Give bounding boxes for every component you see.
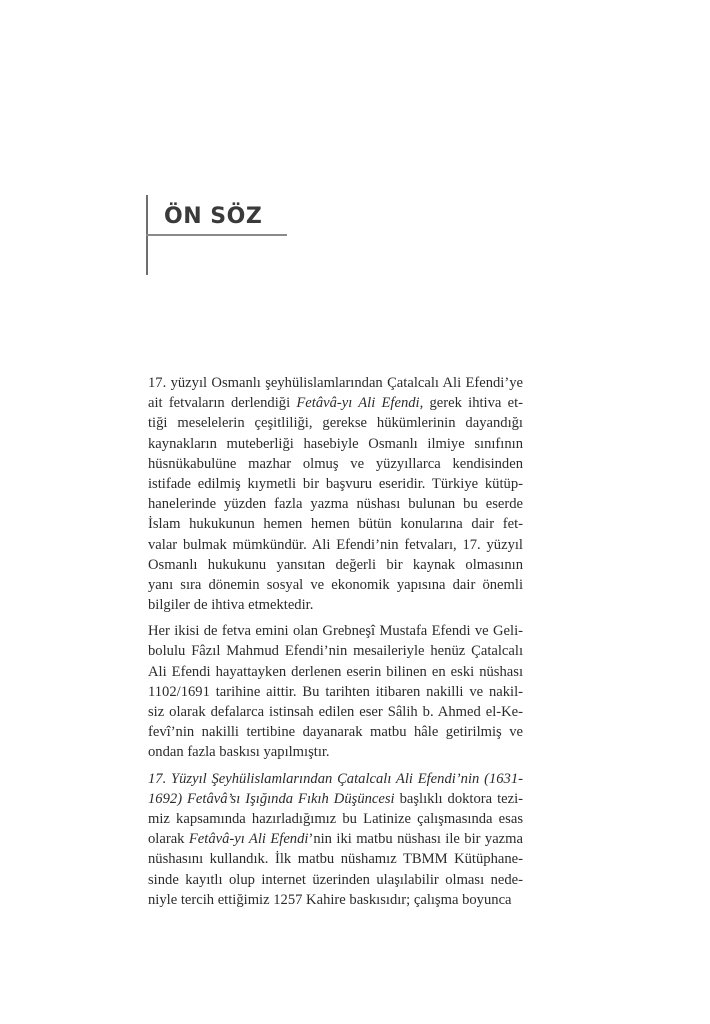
paragraph — [148, 373, 523, 615]
text-segment: başlıklı doktora tezi- — [394, 790, 523, 807]
paragraph — [148, 621, 523, 762]
text-segment: Her ikisi de fetva emini olan Grebneşî Mustafa Efendi ve Geli- — [148, 623, 523, 640]
text-line — [148, 494, 523, 514]
text-line — [148, 870, 523, 890]
text-segment: ondan fazla baskısı yapılmıştır. — [148, 744, 330, 761]
text-segment: olarak — [148, 831, 189, 848]
text-segment: 1102/1691 tarihine aittir. Bu tarihten itibaren nakilli ve nakil- — [148, 683, 523, 700]
text-line — [148, 393, 523, 413]
italic-title-text: 17. Yüzyıl Şeyhülislamlarından Çatalcalı Ali Efendi’nin (1631- — [148, 770, 523, 787]
text-line — [148, 535, 523, 555]
text-segment: hüsnükabulüne mazhar olmuş ve yüzyıllarca kendisinden — [148, 455, 523, 472]
text-line — [148, 789, 523, 809]
italic-title-text: Fetâvâ-yı Ali Efendi — [188, 831, 309, 848]
text-segment: bilgiler de ihtiva etmektedir. — [148, 597, 314, 614]
text-segment: siz olarak defalarca istinsah edilen eser Sâlih b. Ahmed el-Ke- — [148, 704, 523, 720]
text-segment: istifade edilmiş kıymetli bir başvuru eseridir. Türkiye kütüp- — [148, 475, 523, 492]
text-segment: gerek ihtiva et- — [423, 395, 524, 412]
text-line — [148, 595, 523, 615]
text-line — [148, 742, 523, 762]
text-line — [148, 849, 523, 869]
text-line — [148, 641, 523, 661]
text-segment: valar bulmak mümkündür. Ali Efendi’nin fetvaları, 17. yüzyıl — [148, 536, 523, 553]
text-segment: 17. yüzyıl Osmanlı şeyhülislamlarından Çatalcalı Ali Efendi’ye — [148, 375, 523, 391]
text-line — [148, 434, 523, 454]
text-line — [148, 373, 523, 393]
text-segment: bolulu Fâzıl Mahmud Efendi’nin mesaileriyle henüz Çatalcalı — [148, 643, 523, 660]
text-segment: hanelerinde yüzden fazla yazma nüshası bulunan bu eserde — [148, 496, 523, 513]
text-line — [148, 682, 523, 702]
text-segment: kaynakların muteberliği hasebiyle Osmanlı ilmiye sınıfının — [148, 435, 523, 452]
text-segment: niyle tercih ettiğimiz 1257 Kahire baskısıdır; çalışma boyunca — [148, 891, 512, 908]
text-line — [148, 413, 523, 433]
text-line — [148, 621, 523, 641]
text-segment: Ali Efendi hayattayken derlenen eserin bilinen en eski nüshası — [148, 663, 523, 680]
text-line — [148, 662, 523, 682]
text-line — [148, 575, 523, 595]
text-line — [148, 769, 523, 789]
body-text — [148, 373, 523, 910]
text-segment: Osmanlı hukukunu yansıtan değerli bir kaynak olmasının — [148, 556, 523, 573]
text-line — [148, 454, 523, 474]
section-title: ÖN SÖZ — [164, 204, 263, 229]
text-segment: ’nin iki matbu nüshası ile bir yazma — [308, 831, 523, 848]
text-segment: sinde kayıtlı olup internet üzerinden ulaşılabilir olması nede- — [148, 871, 523, 888]
text-segment: ait fetvaların derlendiği — [148, 395, 297, 412]
text-segment: nüshasını kullandık. İlk matbu nüshamız TBMM Kütüphane- — [148, 851, 523, 868]
text-line — [148, 722, 523, 742]
text-line — [148, 890, 523, 910]
text-segment: tiği meselelerin çeşitliliği, gerekse hükümlerinin dayandığı — [148, 415, 523, 432]
text-line — [148, 809, 523, 829]
text-segment: miz kapsamında hazırladığımız bu Latinize çalışmasında esas — [148, 810, 523, 827]
italic-title-text: Fetâvâ-yı Ali Efendi, — [296, 395, 424, 412]
paragraph — [148, 769, 523, 910]
heading-underline — [146, 234, 287, 236]
text-line — [148, 514, 523, 534]
text-segment: yanı sıra dönemin sosyal ve ekonomik yapısına dair önemli — [148, 576, 523, 593]
text-line — [148, 474, 523, 494]
text-line — [148, 829, 523, 849]
text-line — [148, 555, 523, 575]
text-line — [148, 702, 523, 722]
text-segment: fevî’nin nakilli tertibine dayanarak matbu hâle getirilmiş ve — [148, 724, 523, 741]
italic-title-text: 1692) Fetâvâ’sı Işığında Fıkıh Düşüncesi — [148, 790, 395, 807]
text-segment: İslam hukukunun hemen hemen bütün konularına dair fet- — [148, 516, 523, 533]
